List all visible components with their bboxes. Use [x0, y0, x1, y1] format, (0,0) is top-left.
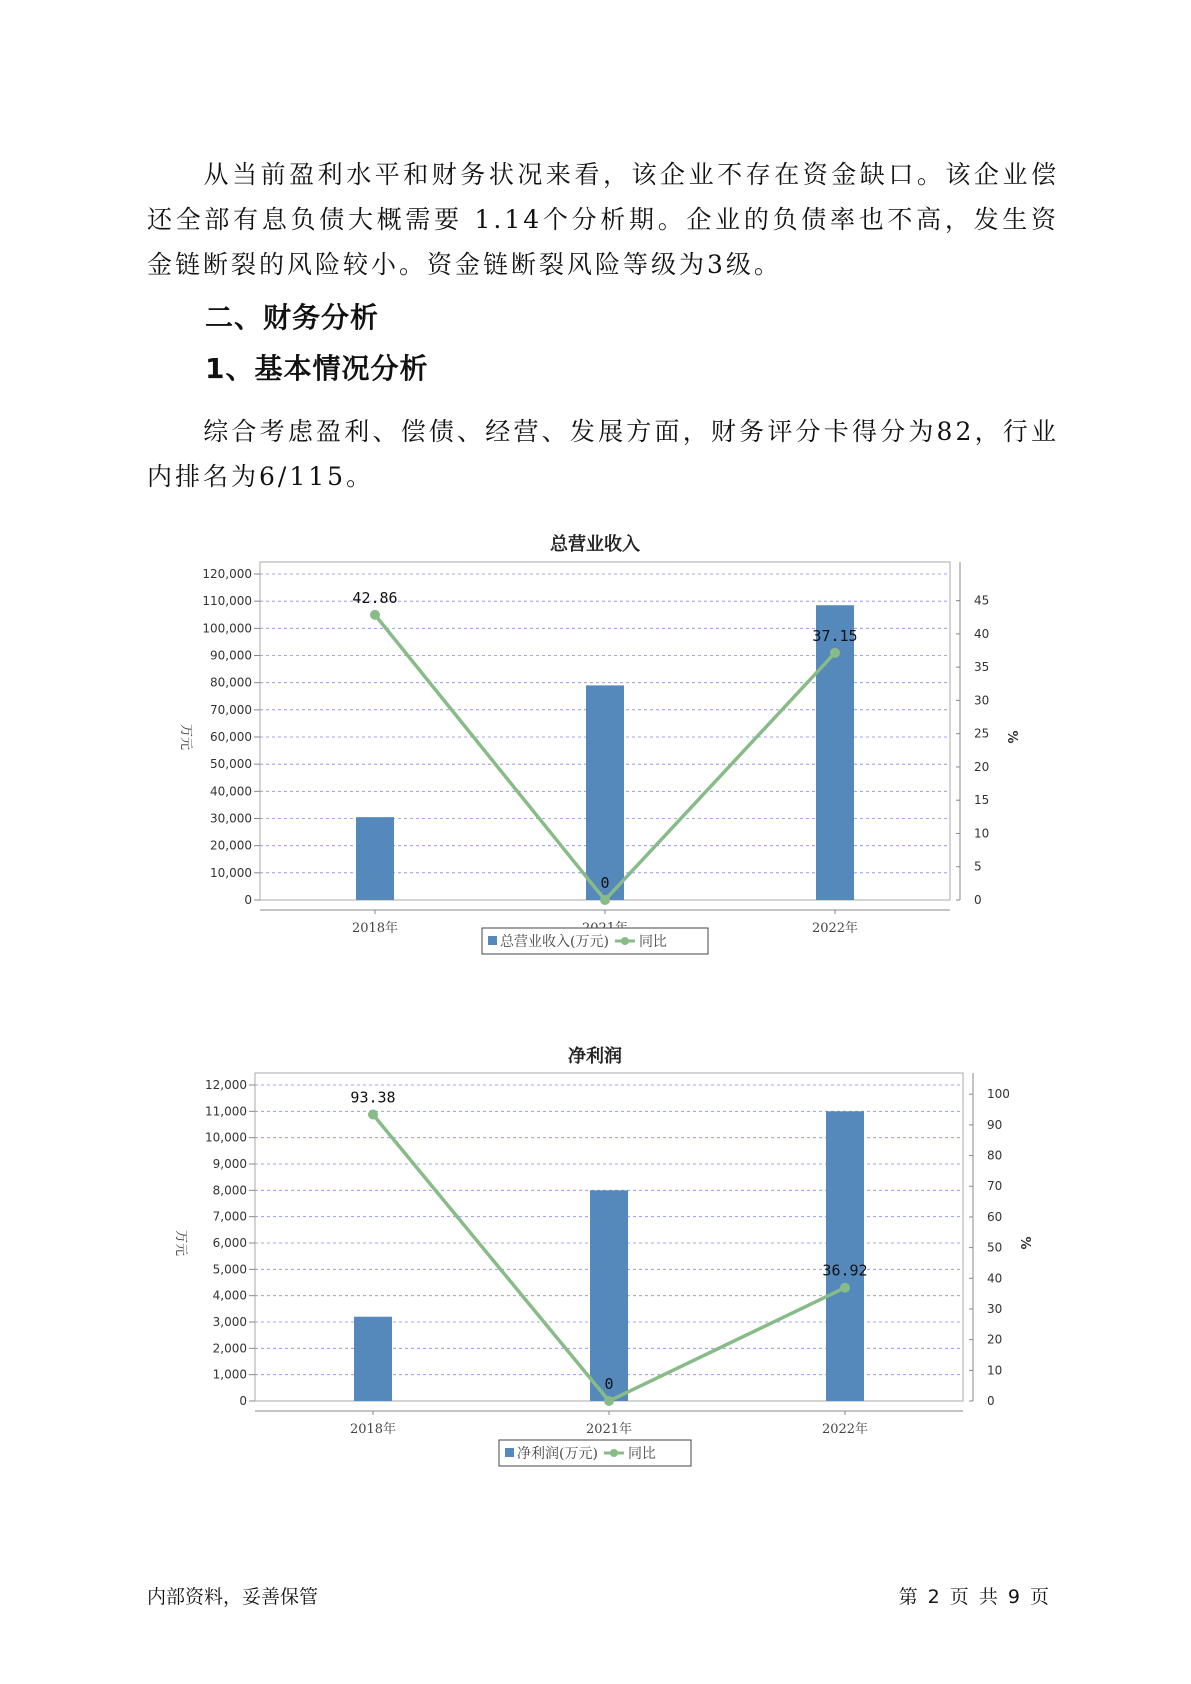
left-axis-tick-label: 4,000 [212, 1288, 247, 1303]
right-axis-label: % [1017, 1236, 1032, 1250]
left-axis-tick-label: 0 [239, 1394, 247, 1408]
x-axis-tick-label: 2018年 [349, 1422, 397, 1437]
net-profit-chart [0, 1018, 1191, 1478]
left-axis-tick-label: 90,000 [210, 648, 252, 663]
left-axis-tick-label: 110,000 [202, 594, 252, 609]
paragraph-score-text: 综合考虑盈利、偿债、经营、发展方面，财务评分卡得分为82，行业内排名为6/115。 [147, 417, 1059, 491]
left-axis-tick-label: 60,000 [210, 730, 252, 744]
left-axis-tick-label: 2,000 [212, 1341, 247, 1356]
paragraph-funding-gap-text: 从当前盈利水平和财务状况来看，该企业不存在资金缺口。该企业偿还全部有息负债大概需要 1.14个分析期。企业的负债率也不高，发生资金链断裂的风险较小。资金链断裂风险等级为3级。 [147, 160, 1059, 279]
right-axis-tick-label: 10 [987, 1363, 1003, 1378]
yoy-data-label: 93.38 [350, 1088, 396, 1107]
left-axis-tick-label: 70,000 [210, 702, 252, 717]
right-axis-tick-label: 5 [974, 859, 982, 874]
right-axis-tick-label: 0 [974, 893, 982, 907]
left-axis-tick-label: 7,000 [212, 1209, 247, 1224]
right-axis-label: % [1004, 730, 1019, 744]
right-axis-tick-label: 50 [987, 1240, 1003, 1255]
right-axis-tick-label: 90 [987, 1117, 1003, 1132]
right-axis-tick-label: 40 [987, 1271, 1003, 1286]
legend-line-marker [610, 1449, 618, 1457]
left-axis-tick-label: 11,000 [205, 1104, 247, 1119]
left-axis-tick-label: 20,000 [210, 838, 252, 853]
left-axis-tick-label: 0 [244, 893, 252, 907]
yoy-point [600, 895, 610, 905]
legend-bar-swatch [505, 1448, 514, 1457]
right-axis-tick-label: 15 [974, 793, 990, 808]
left-axis-tick-label: 120,000 [202, 567, 252, 581]
legend-line-label: 同比 [638, 934, 667, 950]
legend-bar-swatch [488, 936, 497, 945]
yoy-data-label: 37.15 [812, 626, 858, 645]
right-axis-tick-label: 70 [987, 1179, 1003, 1194]
yoy-data-label: 36.92 [822, 1261, 868, 1280]
right-axis-tick-label: 30 [974, 693, 990, 708]
left-axis-tick-label: 9,000 [212, 1157, 247, 1171]
legend-bar-label: 总营业收入(万元) [500, 934, 609, 950]
left-axis-tick-label: 40,000 [210, 784, 252, 799]
yoy-data-label: 0 [600, 874, 610, 892]
right-axis-tick-label: 60 [987, 1209, 1003, 1224]
legend-line-label: 同比 [627, 1446, 656, 1462]
right-axis-tick-label: 10 [974, 826, 990, 841]
x-axis-tick-label: 2022年 [821, 1422, 869, 1437]
right-axis-tick-label: 35 [974, 660, 990, 675]
right-axis-tick-label: 100 [987, 1087, 1010, 1102]
left-axis-tick-label: 80,000 [210, 675, 252, 690]
paragraph-score [147, 409, 1059, 499]
left-axis-label: 万元 [173, 1229, 188, 1257]
left-axis-tick-label: 8,000 [212, 1183, 247, 1198]
yoy-data-label: 42.86 [352, 588, 398, 607]
right-axis-tick-label: 0 [987, 1394, 995, 1408]
revenue-chart-svg [0, 518, 1191, 978]
bar [826, 1111, 864, 1401]
right-axis-tick-label: 45 [974, 593, 990, 608]
yoy-point [840, 1283, 850, 1293]
legend-bar-label: 净利润(万元) [517, 1446, 598, 1462]
right-axis-tick-label: 20 [987, 1332, 1003, 1347]
bar [356, 817, 394, 900]
chart-title: 净利润 [568, 1046, 622, 1067]
footer-page-number: 第 2 页 共 9 页 [898, 1586, 1051, 1608]
left-axis-tick-label: 5,000 [212, 1262, 247, 1277]
right-axis-tick-label: 25 [974, 726, 990, 741]
net-profit-chart-svg [0, 1018, 1191, 1478]
left-axis-tick-label: 12,000 [205, 1078, 247, 1092]
left-axis-tick-label: 1,000 [212, 1367, 247, 1382]
left-axis-label: 万元 [178, 723, 193, 751]
chart-title: 总营业收入 [550, 534, 640, 555]
right-axis-tick-label: 80 [987, 1148, 1003, 1163]
left-axis-tick-label: 100,000 [202, 621, 252, 636]
x-axis-tick-label: 2018年 [351, 921, 399, 936]
bar [590, 1190, 628, 1401]
yoy-point [830, 648, 840, 658]
left-axis-tick-label: 30,000 [210, 811, 252, 826]
right-axis-tick-label: 20 [974, 759, 990, 774]
x-axis-tick-label: 2022年 [811, 921, 859, 936]
revenue-chart [0, 518, 1191, 978]
left-axis-tick-label: 10,000 [210, 865, 252, 880]
bar [586, 685, 624, 900]
subsection-heading: 1、基本情况分析 [205, 352, 429, 385]
yoy-data-label: 0 [604, 1375, 614, 1393]
bar [354, 1317, 392, 1401]
right-axis-tick-label: 30 [987, 1301, 1003, 1316]
right-axis-tick-label: 40 [974, 626, 990, 641]
left-axis-tick-label: 6,000 [212, 1236, 247, 1250]
section-heading: 二、财务分析 [205, 301, 380, 334]
yoy-point [604, 1396, 614, 1406]
paragraph-funding-gap [147, 152, 1059, 287]
left-axis-tick-label: 50,000 [210, 757, 252, 772]
left-axis-tick-label: 10,000 [205, 1130, 247, 1145]
legend-line-marker [621, 937, 629, 945]
left-axis-tick-label: 3,000 [212, 1315, 247, 1329]
yoy-point [370, 610, 380, 620]
x-axis-tick-label: 2021年 [585, 1422, 633, 1437]
footer-confidential: 内部资料，妥善保管 [147, 1586, 319, 1608]
yoy-point [368, 1110, 378, 1120]
